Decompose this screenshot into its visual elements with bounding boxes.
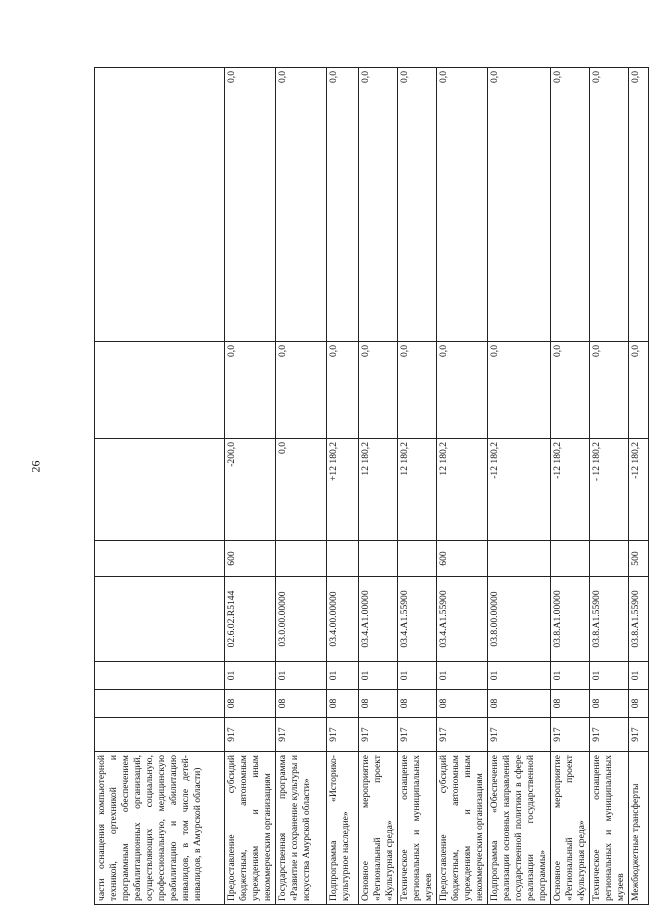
row-value-3: 0,0 (488, 68, 551, 342)
row-name: Предоставление субсидий бюджетным, автономным учреждениям и иным некоммерческим организациям (437, 752, 488, 905)
row-rz: 08 (551, 690, 590, 718)
row-value-2 (95, 342, 225, 439)
row-rz: 08 (437, 690, 488, 718)
row-vr (276, 541, 327, 577)
budget-table-wrapper (94, 68, 641, 905)
row-vr (359, 541, 398, 577)
row-csr: 03.8.A1.00000 (551, 577, 590, 662)
row-name: Подпрограмма «Обеспечение реализации основных направлений государственной политики в сфере реализации государственной программы» (488, 752, 551, 905)
row-name: Подпрограмма «Историко-культурное наследие» (327, 752, 359, 905)
row-rz (95, 690, 225, 718)
row-grbs: 917 (359, 718, 398, 752)
row-value-1: -12 180,2 (629, 439, 649, 541)
row-grbs (95, 718, 225, 752)
row-rz: 08 (398, 690, 437, 718)
row-grbs: 917 (398, 718, 437, 752)
row-value-2: 0,0 (327, 342, 359, 439)
row-rz: 08 (488, 690, 551, 718)
row-pr: 01 (327, 662, 359, 690)
row-value-1 (95, 439, 225, 541)
row-rz: 08 (359, 690, 398, 718)
row-value-1: 0,0 (276, 439, 327, 541)
row-value-1: -200,0 (225, 439, 276, 541)
row-grbs: 917 (590, 718, 629, 752)
row-grbs: 917 (488, 718, 551, 752)
row-value-2: 0,0 (225, 342, 276, 439)
row-csr: 03.8.00.00000 (488, 577, 551, 662)
row-value-3: 0,0 (629, 68, 649, 342)
row-rz: 08 (629, 690, 649, 718)
row-value-1: +12 180,2 (327, 439, 359, 541)
row-pr: 01 (276, 662, 327, 690)
row-grbs: 917 (629, 718, 649, 752)
row-vr (551, 541, 590, 577)
row-vr (590, 541, 629, 577)
row-vr (488, 541, 551, 577)
row-name: Государственная программа «Развитие и сохранение культуры и искусства Амурской области» (276, 752, 327, 905)
page-number: 26 (28, 460, 43, 473)
row-value-3 (95, 68, 225, 342)
row-pr: 01 (359, 662, 398, 690)
row-value-2: 0,0 (437, 342, 488, 439)
row-value-2: 0,0 (629, 342, 649, 439)
row-value-1: - 12 180,2 (590, 439, 629, 541)
row-pr: 01 (590, 662, 629, 690)
budget-table-body (95, 68, 649, 905)
table-row (437, 68, 488, 905)
row-pr: 01 (437, 662, 488, 690)
row-rz: 08 (225, 690, 276, 718)
row-name: Основное мероприятие «Региональный проект «Культурная среда» (359, 752, 398, 905)
row-csr: 03.8.A1.55900 (629, 577, 649, 662)
row-grbs: 917 (225, 718, 276, 752)
row-name: Техническое оснащение региональных и муниципальных музеев (398, 752, 437, 905)
row-value-2: 0,0 (551, 342, 590, 439)
table-row (95, 68, 225, 905)
row-value-3: 0,0 (551, 68, 590, 342)
table-row (488, 68, 551, 905)
row-name: части оснащения компьютерной техникой, ортехникой и программным обеспечением реабилитационных организаций, осуществляющих социальную, профессиональную, медицинскую реабилитацию и абилитацию инвалидов, в том числе детей-инвалидов, в Амурской области) (95, 752, 225, 905)
table-row (398, 68, 437, 905)
row-pr: 01 (225, 662, 276, 690)
row-grbs: 917 (327, 718, 359, 752)
row-name: Межбюджетные трансферты (629, 752, 649, 905)
row-name: Основное мероприятие «Региональный проект «Культурная среда» (551, 752, 590, 905)
row-csr: 03.4.A1.55900 (437, 577, 488, 662)
table-row (551, 68, 590, 905)
row-value-3: 0,0 (276, 68, 327, 342)
table-row (327, 68, 359, 905)
row-vr: 500 (629, 541, 649, 577)
row-csr: 03.8.A1.55900 (590, 577, 629, 662)
table-row (590, 68, 629, 905)
row-value-3: 0,0 (225, 68, 276, 342)
row-value-2: 0,0 (359, 342, 398, 439)
row-name: Техническое оснащение региональных и муниципальных музеев (590, 752, 629, 905)
row-grbs: 917 (551, 718, 590, 752)
table-row (276, 68, 327, 905)
row-rz: 08 (276, 690, 327, 718)
row-vr (398, 541, 437, 577)
row-csr: 03.0.00.00000 (276, 577, 327, 662)
rotated-page-area (94, 68, 641, 905)
row-value-2: 0,0 (398, 342, 437, 439)
row-value-2: 0,0 (590, 342, 629, 439)
row-value-3: 0,0 (359, 68, 398, 342)
row-grbs: 917 (437, 718, 488, 752)
row-grbs: 917 (276, 718, 327, 752)
table-row (359, 68, 398, 905)
row-rz: 08 (590, 690, 629, 718)
row-pr: 01 (629, 662, 649, 690)
row-value-3: 0,0 (437, 68, 488, 342)
row-pr: 01 (551, 662, 590, 690)
row-csr: 03.4.A1.00000 (359, 577, 398, 662)
row-value-2: 0,0 (488, 342, 551, 439)
row-csr: 03.4.A1.55900 (398, 577, 437, 662)
row-value-1: -12 180,2 (488, 439, 551, 541)
row-vr (327, 541, 359, 577)
row-csr: 03.4.00.00000 (327, 577, 359, 662)
row-vr (95, 541, 225, 577)
row-pr (95, 662, 225, 690)
row-value-3: 0,0 (590, 68, 629, 342)
table-row (225, 68, 276, 905)
row-value-3: 0,0 (327, 68, 359, 342)
table-row (629, 68, 649, 905)
row-vr: 600 (437, 541, 488, 577)
row-value-2: 0,0 (276, 342, 327, 439)
row-rz: 08 (327, 690, 359, 718)
row-vr: 600 (225, 541, 276, 577)
row-name: Предоставление субсидий бюджетным, автономным учреждениям и иным некоммерческим организациям (225, 752, 276, 905)
row-pr: 01 (488, 662, 551, 690)
row-value-3: 0,0 (398, 68, 437, 342)
row-csr (95, 577, 225, 662)
row-value-1: 12 180,2 (437, 439, 488, 541)
row-csr: 02.6.02.R5144 (225, 577, 276, 662)
budget-table (94, 67, 649, 905)
row-pr: 01 (398, 662, 437, 690)
row-value-1: -12 180,2 (551, 439, 590, 541)
row-value-1: 12 180,2 (398, 439, 437, 541)
row-value-1: 12 180,2 (359, 439, 398, 541)
